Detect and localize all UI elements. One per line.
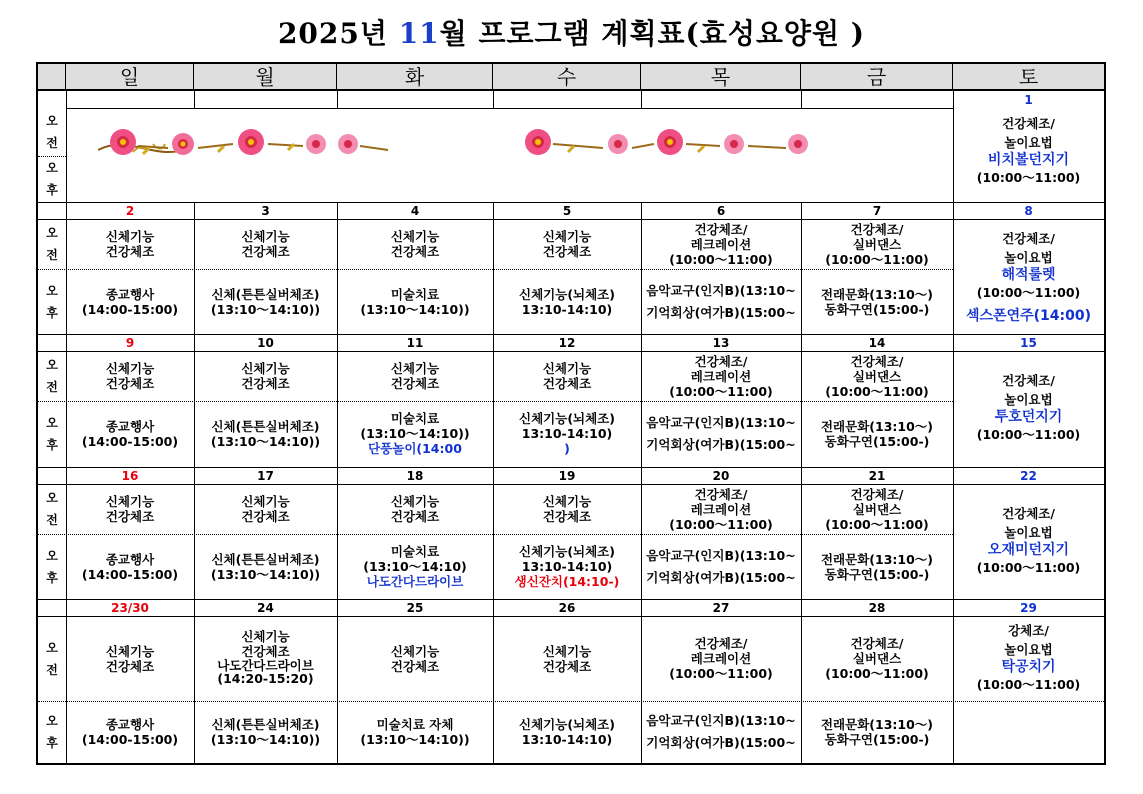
- am-cell: 신체기능 건강체조: [542, 361, 592, 391]
- flower-icon: [110, 129, 808, 155]
- day-number: 14: [868, 336, 886, 350]
- sat-cell: 강체조/ 놀이요법 탁공치기 (10:00～11:00): [976, 622, 1081, 692]
- day-number: 11: [406, 336, 424, 350]
- am-cell: 건강체조/ 레크레이션 (10:00～11:00): [669, 221, 773, 267]
- am-cell: 신체기능 건강체조: [390, 643, 440, 674]
- pm-cell: 신체(튼튼실버체조) (13:10～14:10)): [210, 418, 321, 449]
- flower-garland-icon: [98, 114, 818, 174]
- pm-cell: 음악교구(인지B)(13:10~ 기억회상(여가B)(15:00~: [646, 414, 796, 452]
- sat-cell: 건강체조/ 놀이요법 비치볼던지기 (10:00～11:00): [976, 116, 1081, 185]
- day-number: 21: [868, 469, 886, 483]
- pm-cell: 미술치료 (13:10～14:10) 나도간다드라이브: [363, 544, 467, 589]
- day-number: 19: [558, 469, 576, 483]
- day-number: 6: [716, 204, 726, 218]
- am-cell: 신체기능 건강체조: [105, 643, 155, 674]
- pm-cell: 전래문화(13:10～) 동화구연(15:00-): [820, 551, 933, 582]
- day-number: 25: [406, 601, 424, 615]
- am-cell: 신체기능 건강체조: [105, 361, 155, 391]
- day-number: 22: [1020, 469, 1037, 483]
- day-number: 16: [121, 469, 139, 483]
- pm-cell: 종교행사 (14:00-15:00): [81, 286, 179, 317]
- day-number: 17: [257, 469, 274, 483]
- am-cell: 신체기능 건강체조: [542, 494, 592, 524]
- am-cell: 건강체조/ 실버댄스 (10:00～11:00): [825, 486, 929, 532]
- ampm-label: 오 전: [46, 491, 58, 527]
- ampm-label: 오 후: [46, 415, 58, 452]
- pm-cell: 종교행사 (14:00-15:00): [81, 551, 179, 582]
- day-number: 3: [261, 204, 270, 218]
- day-number: 24: [257, 601, 274, 615]
- day-number: 13: [712, 336, 730, 350]
- am-cell: 신체기능 건강체조: [241, 494, 290, 524]
- day-number: 5: [562, 204, 572, 218]
- weekday-sun: 일: [66, 64, 194, 90]
- day-number: 12: [558, 336, 576, 350]
- pm-cell: 전래문화(13:10～) 동화구연(15:00-): [820, 286, 933, 317]
- weekday-fri: 금: [801, 64, 953, 90]
- am-cell: 신체기능 건강체조: [241, 361, 290, 391]
- ampm-label: 오 전: [46, 358, 58, 394]
- day-number: 2: [125, 204, 135, 218]
- am-cell: 신체기능 건강체조: [390, 494, 440, 524]
- day-number: 9: [125, 336, 135, 350]
- pm-cell: 전래문화(13:10～) 동화구연(15:00-): [820, 418, 933, 449]
- pm-cell: 음악교구(인지B)(13:10~ 기억회상(여가B)(15:00~: [646, 713, 796, 750]
- sat-cell: 건강체조/ 놀이요법 오재미던지기 (10:00～11:00): [976, 505, 1081, 575]
- title-pre: 2025년: [277, 17, 399, 50]
- pm-cell: 종교행사 (14:00-15:00): [81, 717, 179, 747]
- am-cell: 신체기능 건강체조: [241, 229, 290, 259]
- weekday-mon: 월: [194, 64, 337, 90]
- pm-cell: 신체기능(뇌체조) 13:10-14:10) 생신잔치(14:10-): [514, 544, 620, 589]
- sat-cell: 건강체조/ 놀이요법 투호던지기 (10:00～11:00): [976, 372, 1081, 442]
- ampm-label: 오 후: [46, 161, 58, 197]
- pm-cell: 음악교구(인지B)(13:10~ 기억회상(여가B)(15:00~: [646, 547, 796, 585]
- weekday-tue: 화: [337, 64, 493, 90]
- day-number: 1: [1024, 93, 1033, 107]
- day-number: 4: [410, 204, 420, 218]
- am-cell: 건강체조/ 레크레이션 (10:00～11:00): [669, 486, 773, 532]
- weekday-sat: 토: [953, 64, 1104, 90]
- am-cell: 건강체조/ 실버댄스 (10:00～11:00): [825, 636, 929, 681]
- pm-cell: 신체기능(뇌체조) 13:10-14:10): [519, 286, 615, 317]
- pm-cell: 신체(튼튼실버체조) (13:10～14:10)): [210, 551, 321, 582]
- day-number: 18: [406, 469, 424, 483]
- day-number: 28: [868, 601, 886, 615]
- day-number: 27: [712, 601, 730, 615]
- ampm-label: 오 후: [46, 283, 58, 320]
- day-number: 8: [1024, 204, 1033, 218]
- day-number: 23/30: [111, 601, 149, 615]
- pm-cell: 전래문화(13:10～) 동화구연(15:00-): [820, 717, 933, 747]
- header-corner: [38, 64, 66, 90]
- weekday-wed: 수: [493, 64, 641, 90]
- am-cell: 신체기능 건강체조: [105, 494, 155, 524]
- day-number: 20: [712, 469, 730, 483]
- am-cell: 신체기능 건강체조: [542, 643, 592, 674]
- am-cell: 신체기능 건강체조: [105, 229, 155, 259]
- am-cell: 신체기능 건강체조: [542, 229, 592, 259]
- calendar-table: [36, 62, 1106, 765]
- ampm-label: 오 후: [46, 714, 58, 750]
- am-cell: 신체기능 건강체조 나도간다드라이브 (14:20-15:20): [217, 628, 314, 686]
- pm-cell: 신체(튼튼실버체조) (13:10～14:10)): [210, 286, 321, 317]
- day-number: 15: [1020, 336, 1037, 350]
- am-cell: 신체기능 건강체조: [390, 361, 440, 391]
- pm-cell: 음악교구(인지B)(13:10~ 기억회상(여가B)(15:00~: [646, 282, 796, 320]
- am-cell: 건강체조/ 실버댄스 (10:00～11:00): [825, 221, 929, 267]
- pm-cell: 미술치료 (13:10～14:10)): [360, 286, 470, 317]
- day-number: 26: [558, 601, 576, 615]
- ampm-label: 오 후: [46, 548, 58, 585]
- am-cell: 건강체조/ 레크레이션 (10:00～11:00): [669, 636, 773, 681]
- pm-cell: 미술치료 자체 (13:10～14:10)): [360, 717, 470, 747]
- day-number: 10: [257, 336, 274, 350]
- title-month: 11: [398, 17, 440, 50]
- pm-cell: 신체기능(뇌체조) 13:10-14:10): [519, 717, 615, 747]
- pm-cell: 미술치료 (13:10～14:10)) 단풍놀이(14:00: [360, 411, 470, 456]
- title-post: 월 프로그램 계획표(효성요양원 ): [439, 17, 866, 50]
- pm-cell: 신체(튼튼실버체조) (13:10～14:10)): [210, 717, 321, 747]
- am-cell: 신체기능 건강체조: [390, 229, 440, 259]
- am-cell: 건강체조/ 레크레이션 (10:00～11:00): [669, 353, 773, 399]
- day-number: 29: [1020, 601, 1037, 615]
- am-cell: 건강체조/ 실버댄스 (10:00～11:00): [825, 353, 929, 399]
- page-title: [0, 12, 1143, 52]
- pm-cell: 종교행사 (14:00-15:00): [81, 418, 179, 449]
- ampm-label: 오 전: [46, 640, 58, 677]
- weekday-thu: 목: [641, 64, 801, 90]
- day-number: 7: [872, 204, 882, 218]
- ampm-label: 오 전: [46, 226, 58, 262]
- pm-cell: 신체기능(뇌체조) 13:10-14:10) ): [519, 411, 615, 456]
- ampm-label: 오 전: [46, 114, 58, 150]
- sat-cell: 건강체조/ 놀이요법 해적룰렛 (10:00～11:00) 섹스폰연주(14:00): [966, 231, 1091, 324]
